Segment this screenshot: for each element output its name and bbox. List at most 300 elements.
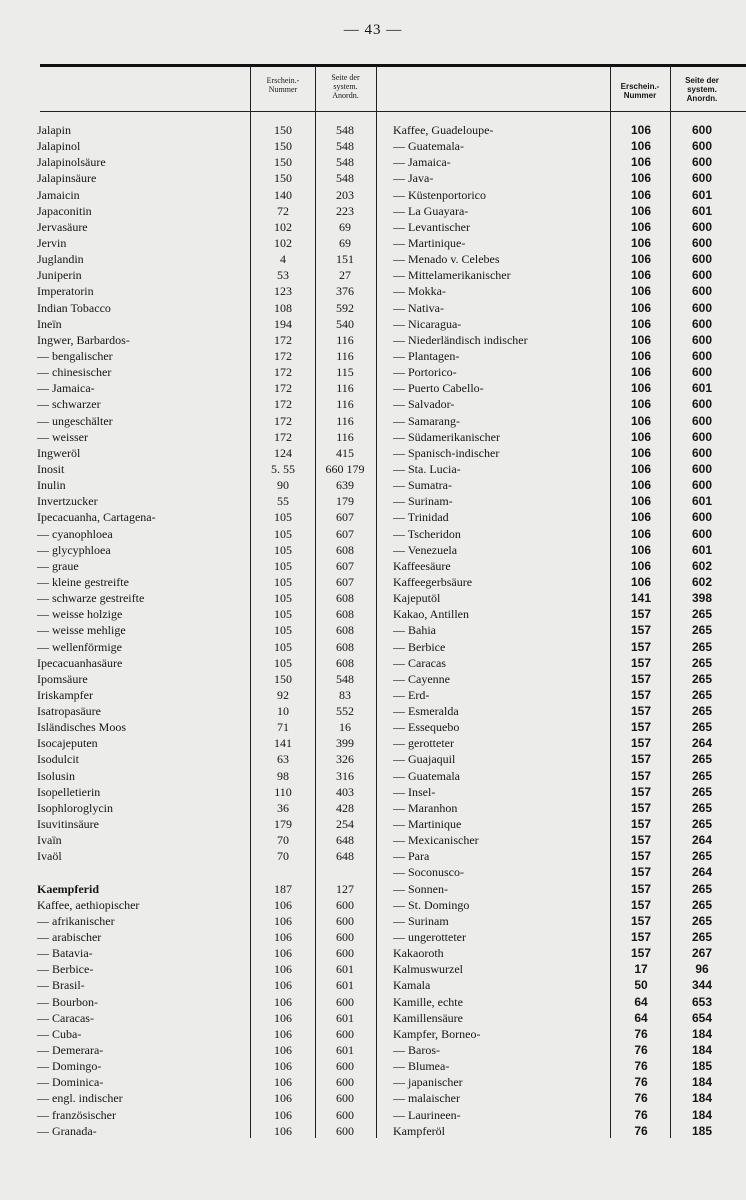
right-entry-name: — Caracas: [393, 655, 446, 670]
left-entry-number: 179: [274, 817, 292, 832]
left-entry-number: [252, 864, 314, 880]
right-entry-name: — Laurineen-: [393, 1107, 461, 1122]
left-entry-number: 105: [274, 607, 292, 622]
left-entry-number: 53: [277, 268, 289, 283]
right-entry-page: 600: [691, 365, 713, 380]
left-entry-number: 106: [274, 930, 292, 945]
right-entry-name: Kaffeegerbsäure: [393, 574, 473, 589]
left-entry-name: Japaconitin: [37, 203, 92, 218]
left-entry-name: — glycyphloea: [37, 542, 111, 557]
header-rule: [40, 111, 746, 112]
left-entry-number: 105: [274, 639, 292, 654]
right-entry-name: Kampfer, Borneo-: [393, 1026, 481, 1041]
right-entry-page: 600: [691, 235, 713, 250]
left-entry-number: 106: [274, 1091, 292, 1106]
right-entry-page: 265: [691, 768, 713, 783]
left-entry-page: 608: [336, 639, 354, 654]
left-entry-page: 552: [336, 704, 354, 719]
left-entry-number: 105: [274, 655, 292, 670]
right-entry-page: 265: [691, 881, 713, 896]
left-entry-number: 63: [277, 752, 289, 767]
right-entry-name: — Para: [393, 849, 430, 864]
left-entry-name: Juniperin: [37, 268, 82, 283]
left-entry-number: 5. 55: [271, 461, 295, 476]
left-entry-page: 607: [336, 526, 354, 541]
left-entry-page: 116: [336, 429, 354, 444]
right-entry-number: 106: [630, 219, 652, 234]
left-entry-number: 90: [277, 478, 289, 493]
right-entry-name: Kampferöl: [393, 1123, 445, 1138]
right-entry-page: 601: [691, 494, 713, 509]
divider-center: [376, 66, 377, 1138]
right-entry-page: 600: [691, 139, 713, 154]
right-entry-page: 264: [691, 865, 713, 880]
right-entry-name: Kaffeesäure: [393, 558, 451, 573]
right-entry-number: 76: [634, 1091, 648, 1106]
right-entry-page: 600: [691, 397, 713, 412]
left-entry-number: 36: [277, 800, 289, 815]
right-entry-page: 265: [691, 897, 713, 912]
right-entry-number: 106: [630, 558, 652, 573]
right-entry-number: 157: [630, 687, 652, 702]
right-entry-name: — Levantischer: [393, 219, 470, 234]
left-entry-number: 140: [274, 187, 292, 202]
right-entry-number: 76: [634, 1026, 648, 1041]
right-entry-name: — Küstenportorico: [393, 187, 486, 202]
right-entry-page: 600: [691, 429, 713, 444]
right-entry-number: 106: [630, 332, 652, 347]
left-entry-page: 607: [336, 574, 354, 589]
right-entry-page: 265: [691, 704, 713, 719]
right-number-column: [610, 122, 672, 1139]
right-entry-number: 76: [634, 1059, 648, 1074]
right-entry-page: 265: [691, 784, 713, 799]
left-entry-number: 105: [274, 574, 292, 589]
left-entry-page: 608: [336, 655, 354, 670]
right-entry-name: — Martinique-: [393, 235, 466, 250]
left-entry-page: 326: [336, 752, 354, 767]
left-entry-page: 116: [336, 397, 354, 412]
left-entry-name: Ingwer, Barbardos-: [37, 332, 130, 347]
left-entry-name: Ivaöl: [37, 849, 62, 864]
right-entry-name: — Cayenne: [393, 671, 450, 686]
left-entry-number: 106: [274, 1026, 292, 1041]
right-entry-page: 601: [691, 542, 713, 557]
left-entry-number: 150: [274, 155, 292, 170]
left-entry-page: 600: [336, 1059, 354, 1074]
right-entry-number: 157: [630, 607, 652, 622]
left-entry-number: 172: [274, 332, 292, 347]
left-entry-number: 106: [274, 994, 292, 1009]
right-entry-name: — Plantagen-: [393, 348, 460, 363]
right-entry-page: 600: [691, 478, 713, 493]
right-entry-name: — Tscheridon: [393, 526, 461, 541]
right-entry-number: 157: [630, 784, 652, 799]
left-entry-page: 601: [336, 962, 354, 977]
right-entry-page: 602: [691, 558, 713, 573]
right-entry-page: 344: [691, 978, 713, 993]
right-entry-number: 157: [630, 655, 652, 670]
right-entry-number: 50: [634, 978, 648, 993]
left-entry-page: 608: [336, 623, 354, 638]
right-entry-name: — St. Domingo: [393, 897, 470, 912]
left-entry-page: 548: [336, 671, 354, 686]
left-entry-name: Ineïn: [37, 316, 62, 331]
left-entry-name: Invertzucker: [37, 494, 98, 509]
right-entry-name: — Mexicanischer: [393, 833, 479, 848]
right-entry-number: 157: [630, 897, 652, 912]
right-entry-number: 157: [630, 704, 652, 719]
right-entry-page: 653: [691, 994, 713, 1009]
left-entry-number: 98: [277, 768, 289, 783]
left-entry-page: 203: [336, 187, 354, 202]
right-entry-name: — La Guayara-: [393, 203, 469, 218]
left-entry-page: 151: [336, 252, 354, 267]
left-entry-page: 548: [336, 123, 354, 137]
right-entry-page: 600: [691, 155, 713, 170]
right-entry-number: 106: [630, 429, 652, 444]
right-entry-name: — Insel-: [393, 784, 436, 799]
right-entry-page: 600: [691, 332, 713, 347]
left-entry-number: 106: [274, 1043, 292, 1058]
top-rule: [40, 64, 746, 67]
right-entry-number: 106: [630, 574, 652, 589]
left-entry-number: 106: [274, 962, 292, 977]
left-page-column: [316, 122, 374, 1139]
left-entry-page: 601: [336, 978, 354, 993]
left-entry-page: 399: [336, 736, 354, 751]
left-entry-number: 102: [274, 219, 292, 234]
right-entry-name: — Südamerikanischer: [393, 429, 500, 444]
left-entry-page: 607: [336, 510, 354, 525]
left-entry-number: 10: [277, 704, 289, 719]
right-entry-number: 157: [630, 946, 652, 961]
right-entry-number: 106: [630, 316, 652, 331]
right-entry-page: 184: [691, 1091, 713, 1106]
left-entry-page: 548: [336, 139, 354, 154]
right-entry-number: 106: [630, 461, 652, 476]
right-entry-number: 106: [630, 510, 652, 525]
left-entry-number: 141: [274, 736, 292, 751]
right-entry-name: — Baros-: [393, 1043, 440, 1058]
left-entry-number: 124: [274, 445, 292, 460]
header-right-seite: Seite der system. Anordn.: [685, 76, 719, 103]
left-entry-page: 116: [336, 381, 354, 396]
right-entry-number: 106: [630, 478, 652, 493]
left-entry-page: 600: [336, 1075, 354, 1090]
left-entry-name: — schwarzer: [37, 397, 101, 412]
right-entry-number: 106: [630, 348, 652, 363]
left-entry-number: 4: [280, 252, 286, 267]
right-entry-number: 17: [634, 962, 648, 977]
right-entry-number: 106: [630, 252, 652, 267]
right-entry-name: — Surinam: [393, 913, 449, 928]
right-entry-page: 265: [691, 671, 713, 686]
right-entry-number: 157: [630, 849, 652, 864]
left-entry-page: 600: [336, 913, 354, 928]
right-entry-number: 157: [630, 736, 652, 751]
left-entry-number: 105: [274, 558, 292, 573]
right-entry-name: — Nicaragua-: [393, 316, 462, 331]
left-entry-page: 608: [336, 542, 354, 557]
right-entry-page: 654: [691, 1010, 713, 1025]
left-entry-name: Isuvitinsäure: [37, 817, 99, 832]
left-entry-page: 600: [336, 897, 354, 912]
left-entry-page: 316: [336, 768, 354, 783]
right-entry-number: 106: [630, 171, 652, 186]
left-entry-number: 102: [274, 235, 292, 250]
left-entry-name: — Domingo-: [37, 1059, 102, 1074]
left-entry-name: — cyanophloea: [37, 526, 113, 541]
left-entry-name: — Brasil-: [37, 978, 85, 993]
left-entry-page: 600: [336, 994, 354, 1009]
right-entry-number: 157: [630, 671, 652, 686]
left-name-column: [37, 122, 249, 1139]
right-entry-page: 265: [691, 930, 713, 945]
left-entry-page: 83: [339, 687, 351, 702]
left-entry-name: — ungeschälter: [37, 413, 113, 428]
left-entry-number: 55: [277, 494, 289, 509]
left-entry-number: 172: [274, 413, 292, 428]
right-entry-name: — Bahia: [393, 623, 436, 638]
right-entry-name: — Sonnen-: [393, 881, 448, 896]
right-entry-name: Kamillensäure: [393, 1010, 463, 1025]
left-entry-name: — graue: [37, 558, 79, 573]
left-entry-name: Jalapinolsäure: [37, 155, 106, 170]
left-entry-name: — arabischer: [37, 930, 102, 945]
left-entry-page: 376: [336, 284, 354, 299]
right-entry-page: 96: [695, 962, 709, 977]
right-entry-page: 600: [691, 123, 713, 137]
right-entry-page: 600: [691, 526, 713, 541]
right-entry-number: 106: [630, 381, 652, 396]
right-entry-number: 76: [634, 1107, 648, 1122]
left-entry-name: Jervin: [37, 235, 67, 250]
right-entry-name: — Salvador-: [393, 397, 455, 412]
left-entry-page: 639: [336, 478, 354, 493]
left-entry-page: 428: [336, 800, 354, 815]
left-entry-name: Ipecacuanha, Cartagena-: [37, 510, 156, 525]
left-entry-name: — Granada-: [37, 1123, 97, 1138]
right-entry-number: 106: [630, 187, 652, 202]
right-entry-page: 265: [691, 752, 713, 767]
right-entry-page: 398: [691, 591, 713, 606]
left-entry-number: 172: [274, 365, 292, 380]
left-entry-page: 16: [339, 720, 351, 735]
left-entry-page: 116: [336, 348, 354, 363]
left-entry-name: Isländisches Moos: [37, 720, 126, 735]
left-entry-number: 70: [277, 833, 289, 848]
right-entry-name: Kaffee, Guadeloupe-: [393, 123, 494, 137]
left-entry-page: 403: [336, 784, 354, 799]
header-right-erschein: Erschein.- Nummer: [620, 82, 660, 100]
left-entry-name: — chinesischer: [37, 365, 112, 380]
left-entry-page: 548: [336, 155, 354, 170]
right-name-column: [393, 122, 609, 1139]
left-entry-number: 92: [277, 687, 289, 702]
header-left-erschein: Erschein.- Nummer: [266, 76, 300, 94]
left-entry-number: 150: [274, 171, 292, 186]
right-entry-name: — Java-: [393, 171, 434, 186]
left-entry-page: 600: [336, 946, 354, 961]
left-entry-page: 600: [336, 1026, 354, 1041]
left-entry-number: 70: [277, 849, 289, 864]
right-entry-name: — Guatemala: [393, 768, 460, 783]
left-entry-name: — Jamaica-: [37, 381, 95, 396]
left-entry-number: 123: [274, 284, 292, 299]
right-page-column: [672, 122, 732, 1139]
divider-left-name: [250, 66, 251, 1138]
left-entry-name: — französischer: [37, 1107, 116, 1122]
left-entry-number: 71: [277, 720, 289, 735]
left-entry-name: Isocajeputen: [37, 736, 98, 751]
right-entry-name: — Menado v. Celebes: [393, 252, 500, 267]
left-entry-page: 115: [336, 365, 354, 380]
right-entry-name: — Trinidad: [393, 510, 449, 525]
left-entry-number: 150: [274, 671, 292, 686]
left-entry-number: 110: [274, 784, 292, 799]
left-entry-name: — Berbice-: [37, 962, 94, 977]
left-entry-page: 592: [336, 300, 354, 315]
left-entry-page: 548: [336, 171, 354, 186]
left-entry-name: — Cuba-: [37, 1026, 82, 1041]
right-entry-page: 600: [691, 445, 713, 460]
left-entry-page: 127: [336, 881, 354, 896]
left-entry-name: Jamaicin: [37, 187, 80, 202]
left-entry-name: Isophloroglycin: [37, 800, 113, 815]
right-entry-number: 157: [630, 817, 652, 832]
right-entry-name: — Puerto Cabello-: [393, 381, 484, 396]
left-entry-name: — weisser: [37, 429, 88, 444]
right-entry-name: — japanischer: [393, 1075, 463, 1090]
left-entry-page: 69: [339, 219, 351, 234]
left-entry-number: 172: [274, 348, 292, 363]
right-entry-name: — Spanisch-indischer: [393, 445, 500, 460]
right-entry-page: 600: [691, 461, 713, 476]
left-entry-name: Juglandin: [37, 252, 84, 267]
left-entry-name: Isolusin: [37, 768, 76, 783]
left-entry-number: 105: [274, 623, 292, 638]
right-entry-number: 106: [630, 365, 652, 380]
left-entry-page: 600: [336, 930, 354, 945]
left-entry-name: — Bourbon-: [37, 994, 98, 1009]
right-entry-name: — Blumea-: [393, 1059, 450, 1074]
left-entry-name: Jalapinol: [37, 139, 81, 154]
left-entry-page: 608: [336, 607, 354, 622]
right-entry-number: 141: [630, 591, 652, 606]
left-entry-number: 106: [274, 1059, 292, 1074]
left-entry-name: Ipecacuanhasäure: [37, 655, 123, 670]
left-entry-name: — weisse mehlige: [37, 623, 126, 638]
right-entry-number: 106: [630, 268, 652, 283]
right-entry-page: 265: [691, 849, 713, 864]
right-entry-number: 106: [630, 300, 652, 315]
right-entry-number: 106: [630, 123, 652, 137]
left-entry-page: 648: [336, 833, 354, 848]
right-entry-page: 185: [691, 1059, 713, 1074]
right-entry-number: 157: [630, 930, 652, 945]
header-left-seite: Seite der system. Anordn.: [331, 73, 360, 100]
right-entry-number: 106: [630, 235, 652, 250]
right-entry-name: — Jamaica-: [393, 155, 451, 170]
left-entry-name: Inosit: [37, 461, 65, 476]
right-entry-page: 265: [691, 817, 713, 832]
left-entry-number: 106: [274, 1123, 292, 1138]
left-entry-page: 600: [336, 1123, 354, 1138]
right-entry-page: 600: [691, 510, 713, 525]
left-entry-page: [316, 864, 374, 880]
left-entry-name: Jalapinsäure: [37, 171, 97, 186]
left-entry-name: Kaffee, aethiopischer: [37, 897, 140, 912]
right-entry-name: — Mittelamerikanischer: [393, 268, 511, 283]
left-entry-page: 116: [336, 332, 354, 347]
right-entry-name: Kamille, echte: [393, 994, 463, 1009]
left-entry-page: 415: [336, 445, 354, 460]
right-entry-number: 106: [630, 445, 652, 460]
left-entry-name: — wellenförmige: [37, 639, 122, 654]
right-entry-number: 76: [634, 1123, 648, 1138]
right-entry-name: Kakaoroth: [393, 946, 444, 961]
left-entry-number: 150: [274, 139, 292, 154]
left-entry-number: 106: [274, 913, 292, 928]
right-entry-page: 601: [691, 203, 713, 218]
left-entry-name: Jervasäure: [37, 219, 88, 234]
right-entry-page: 265: [691, 607, 713, 622]
right-entry-name: — Soconusco-: [393, 865, 464, 880]
right-entry-number: 76: [634, 1043, 648, 1058]
right-entry-number: 157: [630, 768, 652, 783]
right-entry-name: — Maranhon: [393, 800, 458, 815]
right-entry-page: 601: [691, 187, 713, 202]
right-entry-number: 157: [630, 833, 652, 848]
right-entry-name: — Martinique: [393, 817, 462, 832]
left-entry-number: 187: [274, 881, 292, 896]
right-entry-name: — gerotteter: [393, 736, 454, 751]
right-entry-page: 185: [691, 1123, 713, 1138]
right-entry-page: 184: [691, 1026, 713, 1041]
left-entry-number: 172: [274, 397, 292, 412]
right-entry-page: 600: [691, 252, 713, 267]
right-entry-name: Kakao, Antillen: [393, 607, 469, 622]
left-entry-page: 600: [336, 1091, 354, 1106]
right-entry-page: 265: [691, 687, 713, 702]
right-entry-page: 265: [691, 720, 713, 735]
left-entry-page: 660 179: [325, 461, 365, 476]
left-entry-page: 608: [336, 591, 354, 606]
right-entry-name: — Nativa-: [393, 300, 444, 315]
right-entry-number: 106: [630, 397, 652, 412]
right-entry-name: — Surinam-: [393, 494, 453, 509]
right-entry-name: Kajeputöl: [393, 591, 441, 606]
right-entry-page: 601: [691, 381, 713, 396]
left-entry-number: 106: [274, 978, 292, 993]
right-entry-name: — Essequebo: [393, 720, 460, 735]
right-entry-number: 106: [630, 284, 652, 299]
left-entry-number: 106: [274, 946, 292, 961]
left-entry-name: Jalapin: [37, 123, 71, 137]
left-entry-number: 105: [274, 526, 292, 541]
left-entry-number: 105: [274, 510, 292, 525]
right-entry-name: — Esmeralda: [393, 704, 459, 719]
right-entry-number: 157: [630, 865, 652, 880]
right-entry-number: 106: [630, 139, 652, 154]
left-entry-page: 116: [336, 413, 354, 428]
right-entry-name: — ungerotteter: [393, 930, 466, 945]
left-entry-name: Ingweröl: [37, 445, 81, 460]
left-entry-number: 108: [274, 300, 292, 315]
right-entry-name: — Samarang-: [393, 413, 460, 428]
left-entry-name: — Batavia-: [37, 946, 93, 961]
